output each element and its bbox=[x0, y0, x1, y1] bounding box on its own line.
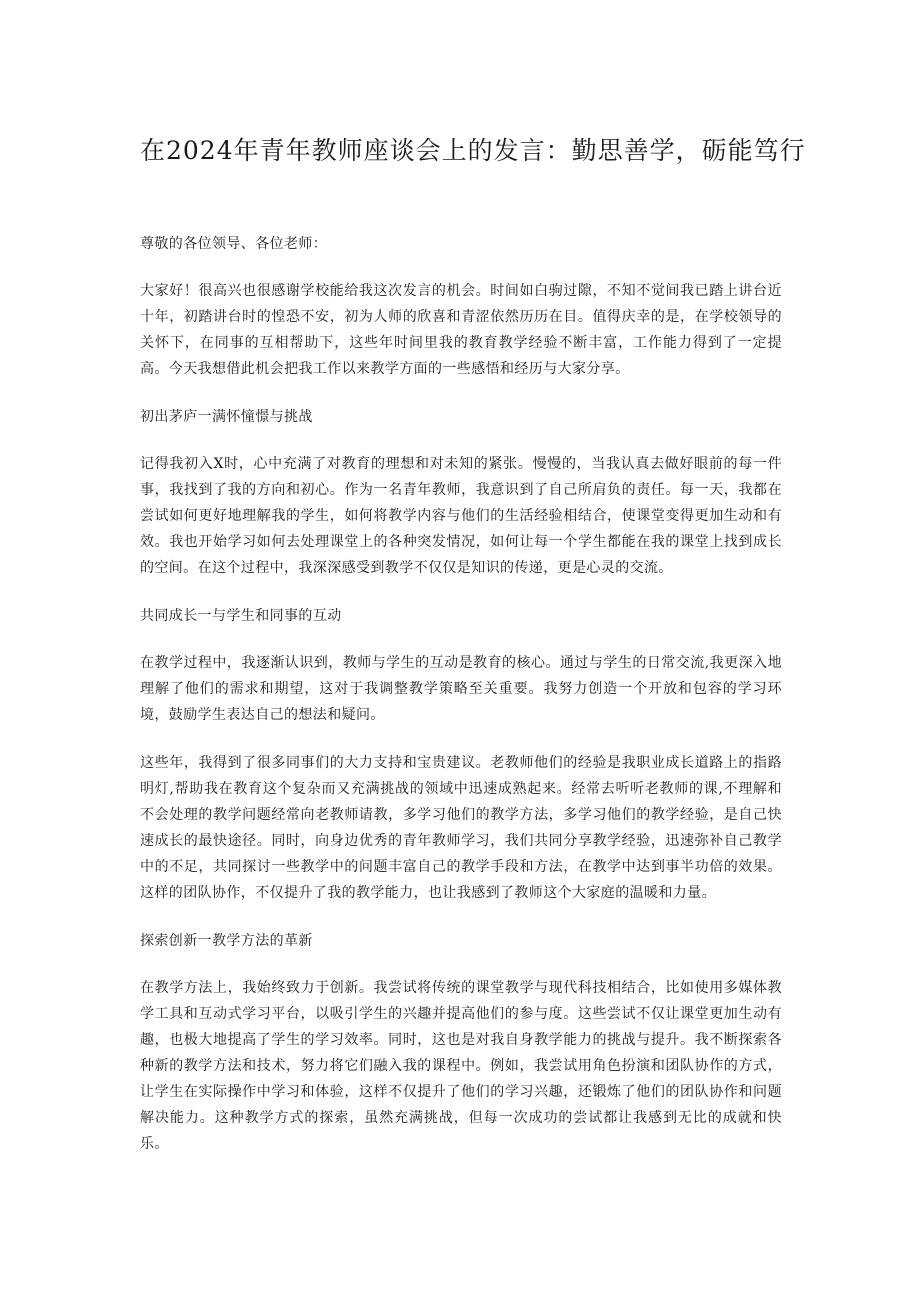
paragraph-colleagues: 这些年，我得到了很多同事们的大力支持和宝贵建议。老教师他们的经验是我职业成长道路上的指路明灯,帮助我在教育这个复杂而又充满挑战的领域中迅速成熟起来。经常去听听老教师的课,不理解和不会处理的教学问题经常向老教师请教，多学习他们的教学方法，多学习他们的教学经验，是自己快速成长的最快途径。同时，向身边优秀的青年教师学习，我们共同分享教学经验，迅速弥补自己教学中的不足，共同探讨一些教学中的问题丰富自己的教学手段和方法，在教学中达到事半功倍的效果。这样的团队协作，不仅提升了我的教学能力，也让我感到了教师这个大家庭的温暖和力量。 bbox=[140, 755, 782, 901]
paragraph-intro: 大家好！很高兴也很感谢学校能给我这次发言的机会。时间如白驹过隙，不知不觉间我已踏上讲台近十年，初踏讲台时的惶恐不安，初为人师的欣喜和青涩依然历历在目。值得庆幸的是，在学校领导的关怀下，在同事的互相帮助下，这些年时间里我的教育教学经验不断丰富，工作能力得到了一定提高。今天我想借此机会把我工作以来教学方面的一些感悟和经历与大家分享。 bbox=[140, 283, 782, 377]
section-heading-innovation: 探索创新一教学方法的革新 bbox=[140, 933, 313, 949]
document-title: 在2024年青年教师座谈会上的发言：勤思善学，砺能笃行 bbox=[140, 136, 806, 165]
section-heading-growth: 共同成长一与学生和同事的互动 bbox=[140, 608, 342, 624]
paragraph-beginning: 记得我初入X时，心中充满了对教育的理想和对未知的紧张。慢慢的，当我认真去做好眼前的每一件事，我找到了我的方向和初心。作为一名青年教师，我意识到了自己所肩负的责任。每一天，我都在尝试如何更好地理解我的学生，如何将教学内容与他们的生活经验相结合，使课堂变得更加生动和有效。我也开始学习如何去处理课堂上的各种突发情况，如何让每一个学生都能在我的课堂上找到成长的空间。在这个过程中，我深深感受到教学不仅仅是知识的传递，更是心灵的交流。 bbox=[140, 456, 782, 576]
greeting: 尊敬的各位领导、各位老师： bbox=[140, 236, 328, 252]
document-body bbox=[140, 231, 782, 1179]
section-heading-beginning: 初出茅庐一满怀憧憬与挑战 bbox=[140, 409, 313, 425]
paragraph-innovation: 在教学方法上，我始终致力于创新。我尝试将传统的课堂教学与现代科技相结合，比如使用多媒体教学工具和互动式学习平台，以吸引学生的兴趣并提高他们的参与度。这些尝试不仅让课堂更加生动有趣，也极大地提高了学生的学习效率。同时，这也是对我自身教学能力的挑战与提升。我不断探索各种新的教学方法和技术，努力将它们融入我的课程中。例如，我尝试用角色扮演和团队协作的方式，让学生在实际操作中学习和体验，这样不仅提升了他们的学习兴趣，还锻炼了他们的团队协作和问题解决能力。这种教学方式的探索，虽然充满挑战，但每一次成功的尝试都让我感到无比的成就和快乐。 bbox=[140, 980, 782, 1152]
paragraph-students: 在教学过程中，我逐渐认识到，教师与学生的互动是教育的核心。通过与学生的日常交流,我更深入地理解了他们的需求和期望，这对于我调整教学策略至关重要。我努力创造一个开放和包容的学习环境，鼓励学生表达自己的想法和疑问。 bbox=[140, 655, 782, 723]
